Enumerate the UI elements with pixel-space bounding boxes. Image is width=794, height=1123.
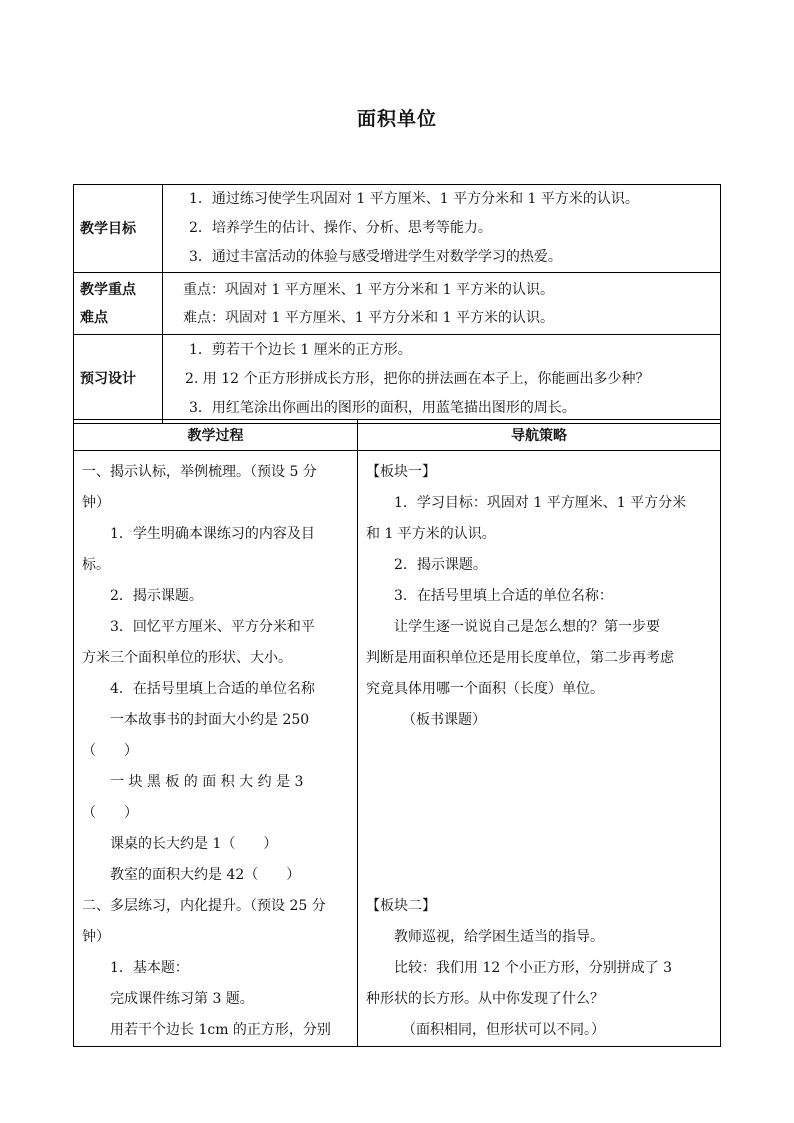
goals-row	[74, 185, 721, 273]
goal-item: 1．通过练习使学生巩固对 1 平方厘米、1 平方分米和 1 平方米的认识。	[189, 191, 639, 207]
preview-item: 3．用红笔涂出你画出的图形的面积，用蓝笔描出图形的周长。	[189, 399, 576, 416]
process-column	[74, 451, 358, 1047]
strategy-line: 和 1 平方米的认识。	[366, 526, 496, 542]
process-line: 2．揭示课题。	[110, 588, 203, 604]
goals-label: 教学目标	[74, 185, 163, 273]
process-line: 4．在括号里填上合适的单位名称	[110, 681, 315, 697]
strategy-line: 3．在括号里填上合适的单位名称：	[394, 588, 613, 604]
preview-item: 2. 用 12 个正方形拼成长方形，把你的拼法画在本子上，你能画出多少种？	[185, 370, 650, 387]
process-line: 完成课件练习第 3 题。	[110, 991, 254, 1007]
process-line: 教室的面积大约是 42（ ）	[110, 867, 301, 883]
process-line: 1．基本题：	[110, 960, 189, 976]
process-line: 一 块 黑 板 的 面 积 大 约 是 3	[110, 774, 304, 790]
key-points-label-line2: 难点	[80, 309, 108, 326]
process-header-row	[74, 420, 721, 451]
process-body-row	[74, 451, 721, 1047]
process-line: 标。	[82, 557, 110, 573]
key-points-content	[163, 273, 721, 335]
preview-label: 预习设计	[74, 335, 163, 424]
goal-item: 2．培养学生的估计、操作、分析、思考等能力。	[189, 220, 492, 236]
strategy-line: 教师巡视，给学困生适当的指导。	[394, 929, 604, 945]
process-line: 二、多层练习，内化提升。（预设 25 分	[82, 898, 326, 914]
key-points-label-line1: 教学重点	[80, 281, 136, 298]
preview-content	[163, 335, 721, 424]
process-line: 课桌的长大约是 1（ ）	[110, 836, 278, 852]
process-line: 一、揭示认标，举例梳理。（预设 5 分	[82, 464, 317, 480]
strategy-line: 种形状的长方形。从中你发现了什么？	[366, 991, 604, 1007]
goals-content	[163, 185, 721, 273]
strategy-line: （板书课题）	[402, 712, 486, 728]
page-title: 面积单位	[356, 108, 437, 130]
strategy-line: 究竟具体用哪一个面积（长度）单位。	[366, 681, 604, 697]
strategy-line: 判断是用面积单位还是用长度单位，第二步再考虑	[366, 650, 674, 666]
lesson-info-table	[73, 184, 721, 424]
process-header: 教学过程	[74, 420, 358, 451]
process-table	[73, 419, 721, 1047]
process-line: （ ）	[82, 805, 138, 821]
key-points-row	[74, 273, 721, 335]
process-line: 方米三个面积单位的形状、大小。	[82, 650, 292, 666]
key-points-label	[74, 273, 163, 335]
process-line: 1．学生明确本课练习的内容及目	[110, 526, 315, 542]
goal-item: 3．通过丰富活动的体验与感受增进学生对数学学习的热爱。	[189, 249, 562, 265]
preview-item: 1．剪若干个边长 1 厘米的正方形。	[189, 341, 412, 358]
process-line: 一本故事书的封面大小约是 250	[110, 712, 310, 728]
strategy-line: 1．学习目标：巩固对 1 平方厘米、1 平方分米	[394, 495, 687, 511]
process-line: （ ）	[82, 743, 138, 759]
strategy-line: （面积相同，但形状可以不同。）	[402, 1022, 605, 1038]
strategy-header: 导航策略	[358, 420, 721, 451]
strategy-column	[358, 451, 721, 1047]
process-line: 钟）	[82, 929, 110, 945]
key-point-item: 重点：巩固对 1 平方厘米、1 平方分米和 1 平方米的认识。	[183, 281, 554, 298]
process-line: 用若干个边长 1cm 的正方形，分别	[110, 1022, 331, 1038]
strategy-line: 【板块一】	[366, 464, 436, 480]
strategy-line: 【板块二】	[366, 898, 436, 914]
strategy-line: 比较：我们用 12 个小正方形，分别拼成了 3	[394, 960, 673, 976]
preview-row	[74, 335, 721, 424]
process-line: 3．回忆平方厘米、平方分米和平	[110, 619, 315, 635]
strategy-line: 让学生逐一说说自己是怎么想的？第一步要	[394, 619, 660, 635]
difficulty-item: 难点：巩固对 1 平方厘米、1 平方分米和 1 平方米的认识。	[183, 309, 554, 326]
process-line: 钟）	[82, 495, 110, 511]
strategy-line: 2．揭示课题。	[394, 557, 487, 573]
